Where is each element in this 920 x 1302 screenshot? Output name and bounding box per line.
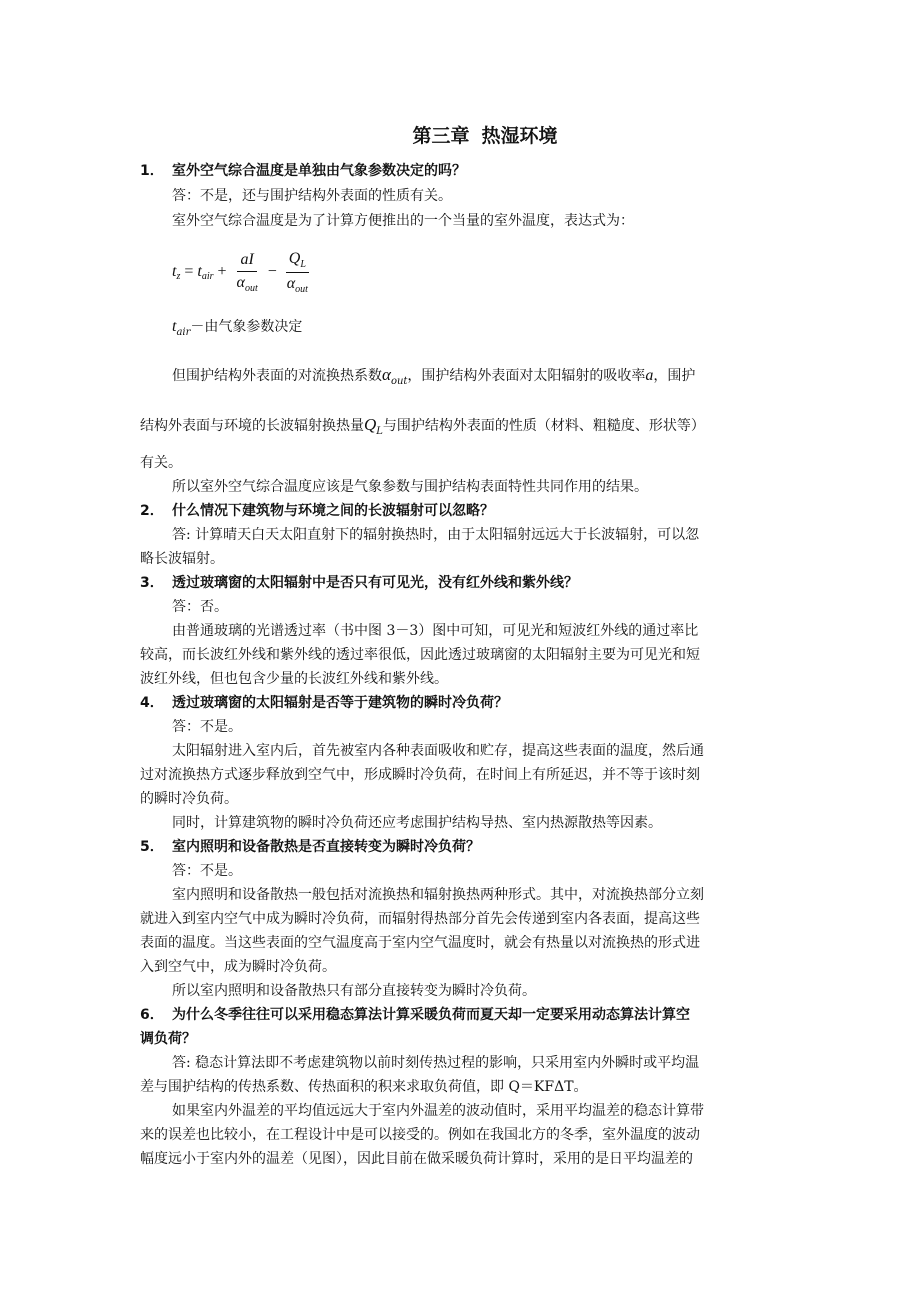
question-4 [140, 694, 508, 712]
question-1 [140, 162, 466, 180]
alpha-symbol: α [382, 365, 391, 384]
formula-plus: + [217, 263, 227, 280]
paragraph: 由普通玻璃的光谱透过率（书中图 3－3）图中可知，可见光和短波红外线的通过率比 [172, 623, 699, 639]
question-number: 4． [140, 695, 164, 711]
paragraph: 入到空气中，成为瞬时冷负荷。 [140, 959, 336, 975]
question-text: 室内照明和设备散热是否直接转变为瞬时冷负荷？ [172, 839, 480, 855]
chapter-name: 热湿环境 [481, 125, 558, 147]
paragraph: 差与围护结构的传热系数、传热面积的积来求取负荷值，即 Q＝KFΔT。 [140, 1079, 588, 1095]
paragraph: 就进入到室内空气中成为瞬时冷负荷，而辐射得热部分首先会传递到室内各表面，提高这些 [140, 911, 700, 927]
sol-air-temperature-formula [172, 244, 314, 300]
fraction-denominator-sub: out [244, 282, 258, 294]
chapter-title [0, 124, 920, 148]
question-3 [140, 574, 578, 592]
paragraph: 有关。 [140, 455, 182, 471]
fraction-numerator-sub: L [300, 258, 306, 270]
answer-1: 答：不是，还与围护结构外表面的性质有关。 [172, 188, 452, 204]
paragraph: 所以室外空气综合温度应该是气象参数与围护结构表面特性共同作用的结果。 [172, 479, 648, 495]
question-text: 什么情况下建筑物与环境之间的长波辐射可以忽略？ [172, 503, 494, 519]
answer-6: 答: 稳态计算法即不考虑建筑物以前时刻传热过程的影响，只采用室内外瞬时或平均温 [172, 1055, 700, 1071]
q-symbol: Q [364, 415, 377, 434]
fraction-denominator: α [286, 274, 296, 292]
question-number: 6． [140, 1007, 164, 1023]
text-run: 结构外表面与环境的长波辐射换热量 [140, 418, 364, 434]
answer-4: 答：不是。 [172, 719, 242, 735]
fraction-numerator: Q [288, 249, 301, 267]
paragraph: 波红外线，但也包含少量的长波红外线和紫外线。 [140, 671, 448, 687]
paragraph: 略长波辐射。 [140, 551, 224, 567]
answer-5: 答：不是。 [172, 863, 242, 879]
paragraph: 的瞬时冷负荷。 [140, 791, 238, 807]
question-text: 透过玻璃窗的太阳辐射中是否只有可见光，没有红外线和紫外线？ [172, 575, 578, 591]
text-run: 但围护结构外表面的对流换热系数 [172, 368, 382, 384]
paragraph [140, 416, 705, 441]
paragraph: 幅度远小于室内外的温差（见图），因此目前在做采暖负荷计算时，采用的是日平均温差的 [140, 1151, 693, 1167]
q-subscript: L [376, 425, 383, 437]
question-text: 透过玻璃窗的太阳辐射是否等于建筑物的瞬时冷负荷？ [172, 695, 508, 711]
paragraph [172, 366, 695, 391]
question-number: 2． [140, 503, 164, 519]
alpha-subscript: out [390, 375, 408, 387]
fraction-aI [234, 251, 261, 294]
answer-3: 答：否。 [172, 599, 228, 615]
tair-text: －由气象参数决定 [190, 319, 303, 335]
paragraph: 过对流换热方式逐步释放到空气中，形成瞬时冷负荷，在时间上有所延迟，并不等于该时刻 [140, 767, 700, 783]
question-6 [140, 1006, 690, 1024]
question-number: 5． [140, 839, 164, 855]
question-number: 3． [140, 575, 164, 591]
question-number: 1． [140, 163, 164, 179]
tair-subscript: air [176, 326, 191, 338]
tair-definition [172, 318, 302, 342]
formula-tz-sub: z [176, 270, 181, 282]
fraction-QL [284, 250, 311, 295]
paragraph: 室外空气综合温度是为了计算方便推出的一个当量的室外温度，表达式为： [172, 213, 634, 229]
tair-symbol: t [172, 318, 177, 335]
question-text: 为什么冬季往往可以采用稳态算法计算采暖负荷而夏天却一定要采用动态算法计算空 [172, 1007, 690, 1023]
paragraph: 太阳辐射进入室内后，首先被室内各种表面吸收和贮存，提高这些表面的温度，然后通 [172, 743, 704, 759]
paragraph: 所以室内照明和设备散热只有部分直接转变为瞬时冷负荷。 [172, 983, 536, 999]
absorptance-symbol: a [645, 367, 654, 384]
formula-equals: = [184, 263, 194, 280]
formula-tair: t [197, 263, 202, 280]
text-run: 与围护结构外表面的性质（材料、粗糙度、形状等） [382, 418, 705, 434]
chapter-number: 第三章 [412, 125, 470, 147]
fraction-denominator: α [236, 273, 245, 291]
paragraph: 表面的温度。当这些表面的空气温度高于室内空气温度时，就会有热量以对流换热的形式进 [140, 935, 700, 951]
question-2 [140, 502, 494, 520]
fraction-numerator: aI [237, 251, 256, 272]
paragraph: 如果室内外温差的平均值远远大于室内外温差的波动值时，采用平均温差的稳态计算带 [172, 1103, 704, 1119]
paragraph: 室内照明和设备散热一般包括对流换热和辐射换热两种形式。其中，对流换热部分立刻 [172, 887, 704, 903]
paragraph: 同时，计算建筑物的瞬时冷负荷还应考虑围护结构导热、室内热源散热等因素。 [172, 815, 662, 831]
text-run: ，围护结构外表面对太阳辐射的吸收率 [407, 368, 646, 384]
formula-tz: t [172, 263, 177, 280]
fraction-denominator-sub: out [295, 283, 308, 295]
question-6-continued: 调负荷？ [140, 1031, 196, 1047]
formula-tair-sub: air [201, 270, 214, 282]
paragraph: 来的误差也比较小，在工程设计中是可以接受的。例如在我国北方的冬季，室外温度的波动 [140, 1127, 700, 1143]
paragraph: 较高，而长波红外线和紫外线的透过率很低，因此透过玻璃窗的太阳辐射主要为可见光和短 [140, 647, 700, 663]
answer-2: 答: 计算晴天白天太阳直射下的辐射换热时，由于太阳辐射远远大于长波辐射，可以忽 [172, 527, 700, 543]
formula-minus: − [267, 263, 277, 280]
text-run: ，围护 [653, 368, 696, 384]
question-text: 室外空气综合温度是单独由气象参数决定的吗？ [172, 163, 466, 179]
question-5 [140, 838, 480, 856]
